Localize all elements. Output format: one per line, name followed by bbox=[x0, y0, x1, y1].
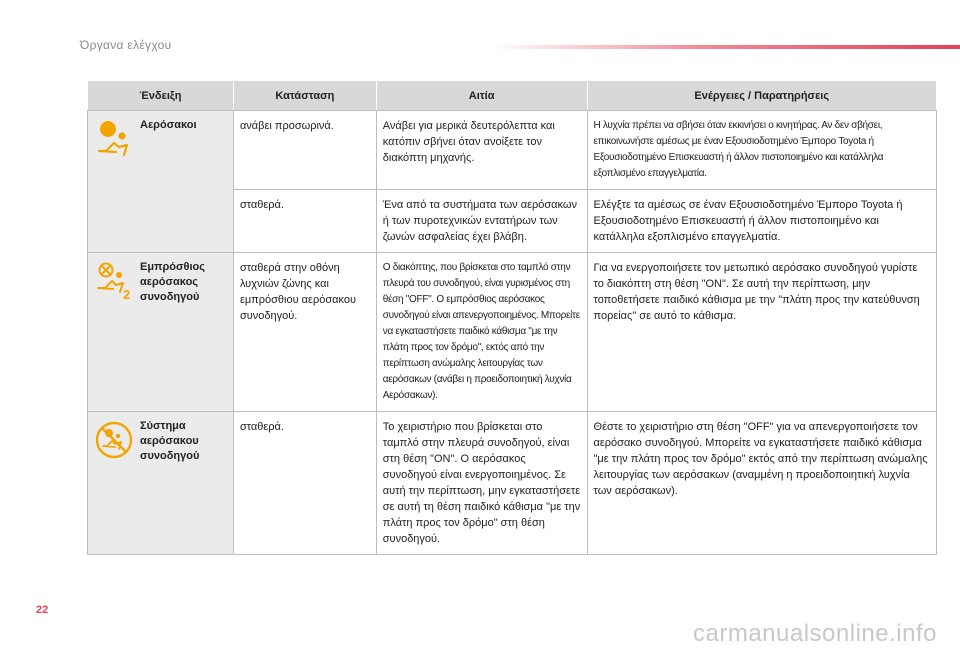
section-title: Όργανα ελέγχου bbox=[80, 38, 172, 52]
passenger-airbag-off-icon bbox=[94, 261, 134, 301]
actions-cell: Για να ενεργοποιήσετε τον μετωπικό αερόσακο συνοδηγού γυρίστε το διακόπτη στη θέση "ON". Σε αυτή την περίπτωση, μην τοποθετήσετε παιδικό κάθισμα με την "πλάτη προς την κατεύθυνση πορείας" σε αυτό το κάθισμα. bbox=[587, 253, 936, 412]
header-indicator: Ένδειξη bbox=[88, 81, 234, 111]
cause-cell: Το χειριστήριο που βρίσκεται στο ταμπλό στην πλευρά συνοδηγού, είναι στη θέση "ON". Ο αερόσακος συνοδηγού είναι ενεργοποιημένος. Σε αυτή την περίπτωση, μην εγκαταστήσετε σε αυτή τη θέση παιδικό κάθισμα "με την πλάτη προς τον δρόμο" στη θέση συνοδηγού. bbox=[376, 412, 587, 555]
header-state: Κατάσταση bbox=[233, 81, 376, 111]
passenger-airbag-system-icon bbox=[94, 420, 134, 460]
cause-cell: Ένα από τα συστήματα των αερόσακων ή των πυροτεχνικών εντατήρων των ζωνών ασφαλείας έχει βλάβη. bbox=[376, 190, 587, 253]
actions-cell: Η λυχνία πρέπει να σβήσει όταν εκκινήσει ο κινητήρας. Αν δεν σβήσει, επικοινωνήστε αμέσως με έναν Εξουσιοδοτημένο Έμπορο Toyota ή Εξουσιοδοτημένο Επισκευαστή ή άλλον πιστοποιημένο και κατάλληλα εξοπλισμένο επαγγελματία. bbox=[587, 111, 936, 190]
watermark: carmanualsonline.info bbox=[693, 620, 937, 647]
page-number: 22 bbox=[36, 604, 49, 616]
header-actions: Ενέργειες / Παρατηρήσεις bbox=[587, 81, 936, 111]
indicator-cell-airbag bbox=[88, 111, 234, 253]
table-row bbox=[88, 412, 937, 555]
svg-text:2: 2 bbox=[123, 287, 131, 301]
actions-cell: Ελέγξτε τα αμέσως σε έναν Εξουσιοδοτημένο Έμπορο Toyota ή Εξουσιοδοτημένο Επισκευαστή ή άλλον πιστοποιημένο και κατάλληλα εξοπλισμένο επαγγελματία. bbox=[587, 190, 936, 253]
state-cell: ανάβει προσωρινά. bbox=[233, 111, 376, 190]
actions-cell: Θέστε το χειριστήριο στη θέση "OFF" για να απενεργοποιήσετε τον αερόσακο συνοδηγού. Μπορείτε να εγκαταστήσετε παιδικό κάθισμα "με την πλάτη προς τον δρόμο" εκτός από την περίπτωση ανώμαλης λειτουργίας των αερόσακων (αναμμένη η προειδοποιητική λυχνία των αερόσακων). bbox=[587, 412, 936, 555]
table-row bbox=[88, 253, 937, 412]
header-accent-bar bbox=[490, 45, 960, 49]
indicator-name: Σύστημα αερόσακου συνοδηγού bbox=[140, 420, 200, 462]
header-cause: Αιτία bbox=[376, 81, 587, 111]
state-cell: σταθερά. bbox=[233, 412, 376, 555]
airbag-warning-icon bbox=[94, 119, 134, 159]
cause-cell: Ο διακόπτης, που βρίσκεται στο ταμπλό στην πλευρά του συνοδηγού, είναι γυρισμένος στη θέση "OFF". Ο εμπρόσθιος αερόσακος συνοδηγού είναι απενεργοποιημένος. Μπορείτε να εγκαταστήσετε παιδικό κάθισμα "με την πλάτη προς τον δρόμο", εκτός από την περίπτωση ανώμαλης λειτουργίας των αερόσακων (ανάβει η προειδοποιητική λυχνία Αερόσακων). bbox=[376, 253, 587, 412]
state-cell: σταθερά στην οθόνη λυχνιών ζώνης και εμπρόσθιου αερόσακου συνοδηγού. bbox=[233, 253, 376, 412]
state-cell: σταθερά. bbox=[233, 190, 376, 253]
cause-cell: Ανάβει για μερικά δευτερόλεπτα και κατόπιν σβήνει όταν ανοίξετε τον διακόπτη μηχανής. bbox=[376, 111, 587, 190]
indicator-cell-passenger-system bbox=[88, 412, 234, 555]
table-row bbox=[88, 111, 937, 190]
warning-lamps-table bbox=[87, 80, 937, 555]
indicator-cell-passenger-off bbox=[88, 253, 234, 412]
table-header-row bbox=[88, 81, 937, 111]
indicator-name: Εμπρόσθιος αερόσακος συνοδηγού bbox=[140, 261, 205, 303]
indicator-name: Αερόσακοι bbox=[140, 119, 197, 131]
